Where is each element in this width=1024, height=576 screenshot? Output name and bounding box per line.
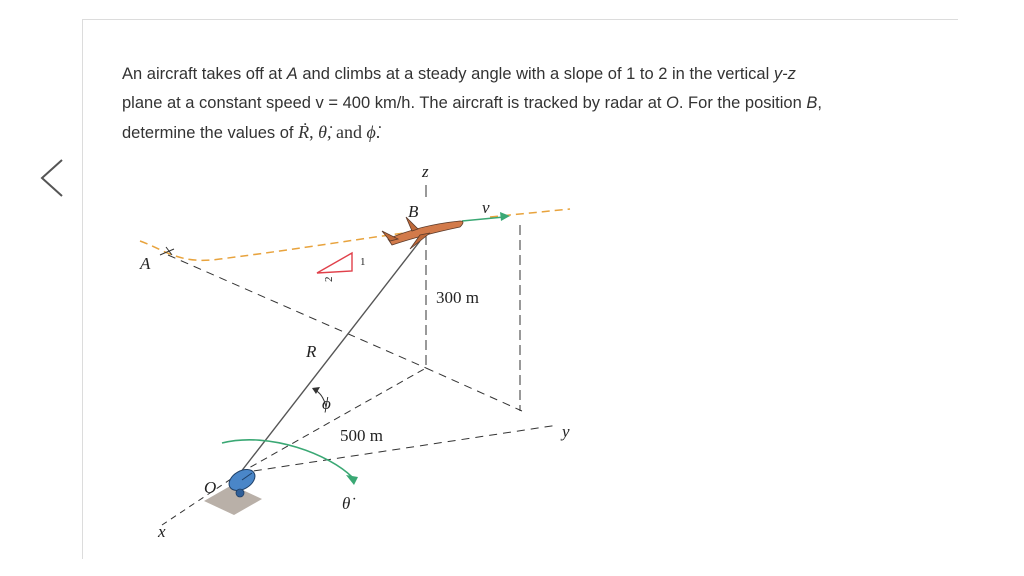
- text-segment: An aircraft takes off at: [122, 65, 287, 83]
- diagram-svg: [120, 155, 600, 555]
- text-segment: , and: [326, 122, 367, 142]
- velocity-arrowhead: [500, 212, 510, 221]
- aircraft-icon: [382, 217, 463, 249]
- ground-projection-line: [168, 255, 426, 368]
- label-theta-dot: θ̇: [342, 494, 351, 513]
- problem-line-2: [122, 89, 942, 118]
- problem-line-1: [122, 60, 942, 89]
- y-axis-line: [240, 425, 558, 473]
- label-x: x: [158, 522, 166, 541]
- ground-line-extension: [426, 368, 522, 411]
- left-divider: [82, 19, 83, 559]
- r-dot-symbol: Ṙ: [298, 122, 310, 142]
- back-button[interactable]: [34, 156, 74, 200]
- label-v: v: [482, 198, 490, 217]
- chevron-left-icon: [34, 156, 74, 200]
- label-a: A: [140, 254, 151, 273]
- text-segment: . For the position: [678, 94, 807, 112]
- label-z: z: [422, 162, 429, 181]
- point-b-ref: B: [806, 94, 818, 112]
- theta-arrowhead: [346, 475, 358, 485]
- text-segment: plane at a constant speed v = 400 km/h. The aircraft is tracked by radar at: [122, 94, 667, 112]
- phi-dot-symbol: ϕ̇: [366, 122, 376, 142]
- text-segment: .: [375, 122, 381, 142]
- label-500m: 500 m: [340, 426, 383, 445]
- label-o: O: [204, 478, 217, 497]
- label-y: y: [562, 422, 570, 441]
- text-segment: and climbs at a steady angle with a slope of 1 to 2 in the vertical: [297, 65, 774, 83]
- range-line-r: [240, 241, 420, 473]
- velocity-arrow: [462, 217, 504, 221]
- problem-statement: [122, 60, 942, 148]
- point-a-ref: A: [286, 65, 298, 83]
- plane-ref: y-z: [773, 65, 796, 83]
- label-b: B: [408, 202, 419, 221]
- label-r: R: [306, 342, 317, 361]
- slope-triangle: [317, 253, 352, 273]
- label-300m: 300 m: [436, 288, 479, 307]
- theta-dot-symbol: θ̇: [318, 122, 327, 142]
- text-segment: ,: [817, 94, 822, 112]
- diagram: [120, 155, 600, 555]
- text-segment: determine the values of: [122, 124, 299, 142]
- label-slope-1: 1: [360, 256, 366, 268]
- top-divider: [82, 19, 958, 20]
- horizontal-range-line: [240, 368, 426, 473]
- text-segment: ,: [309, 122, 319, 142]
- label-phi: ϕ: [322, 394, 331, 413]
- flight-path-line: [140, 231, 420, 260]
- point-o-ref: O: [666, 94, 679, 112]
- label-slope-2: 2: [323, 276, 335, 282]
- problem-line-3: [122, 118, 942, 148]
